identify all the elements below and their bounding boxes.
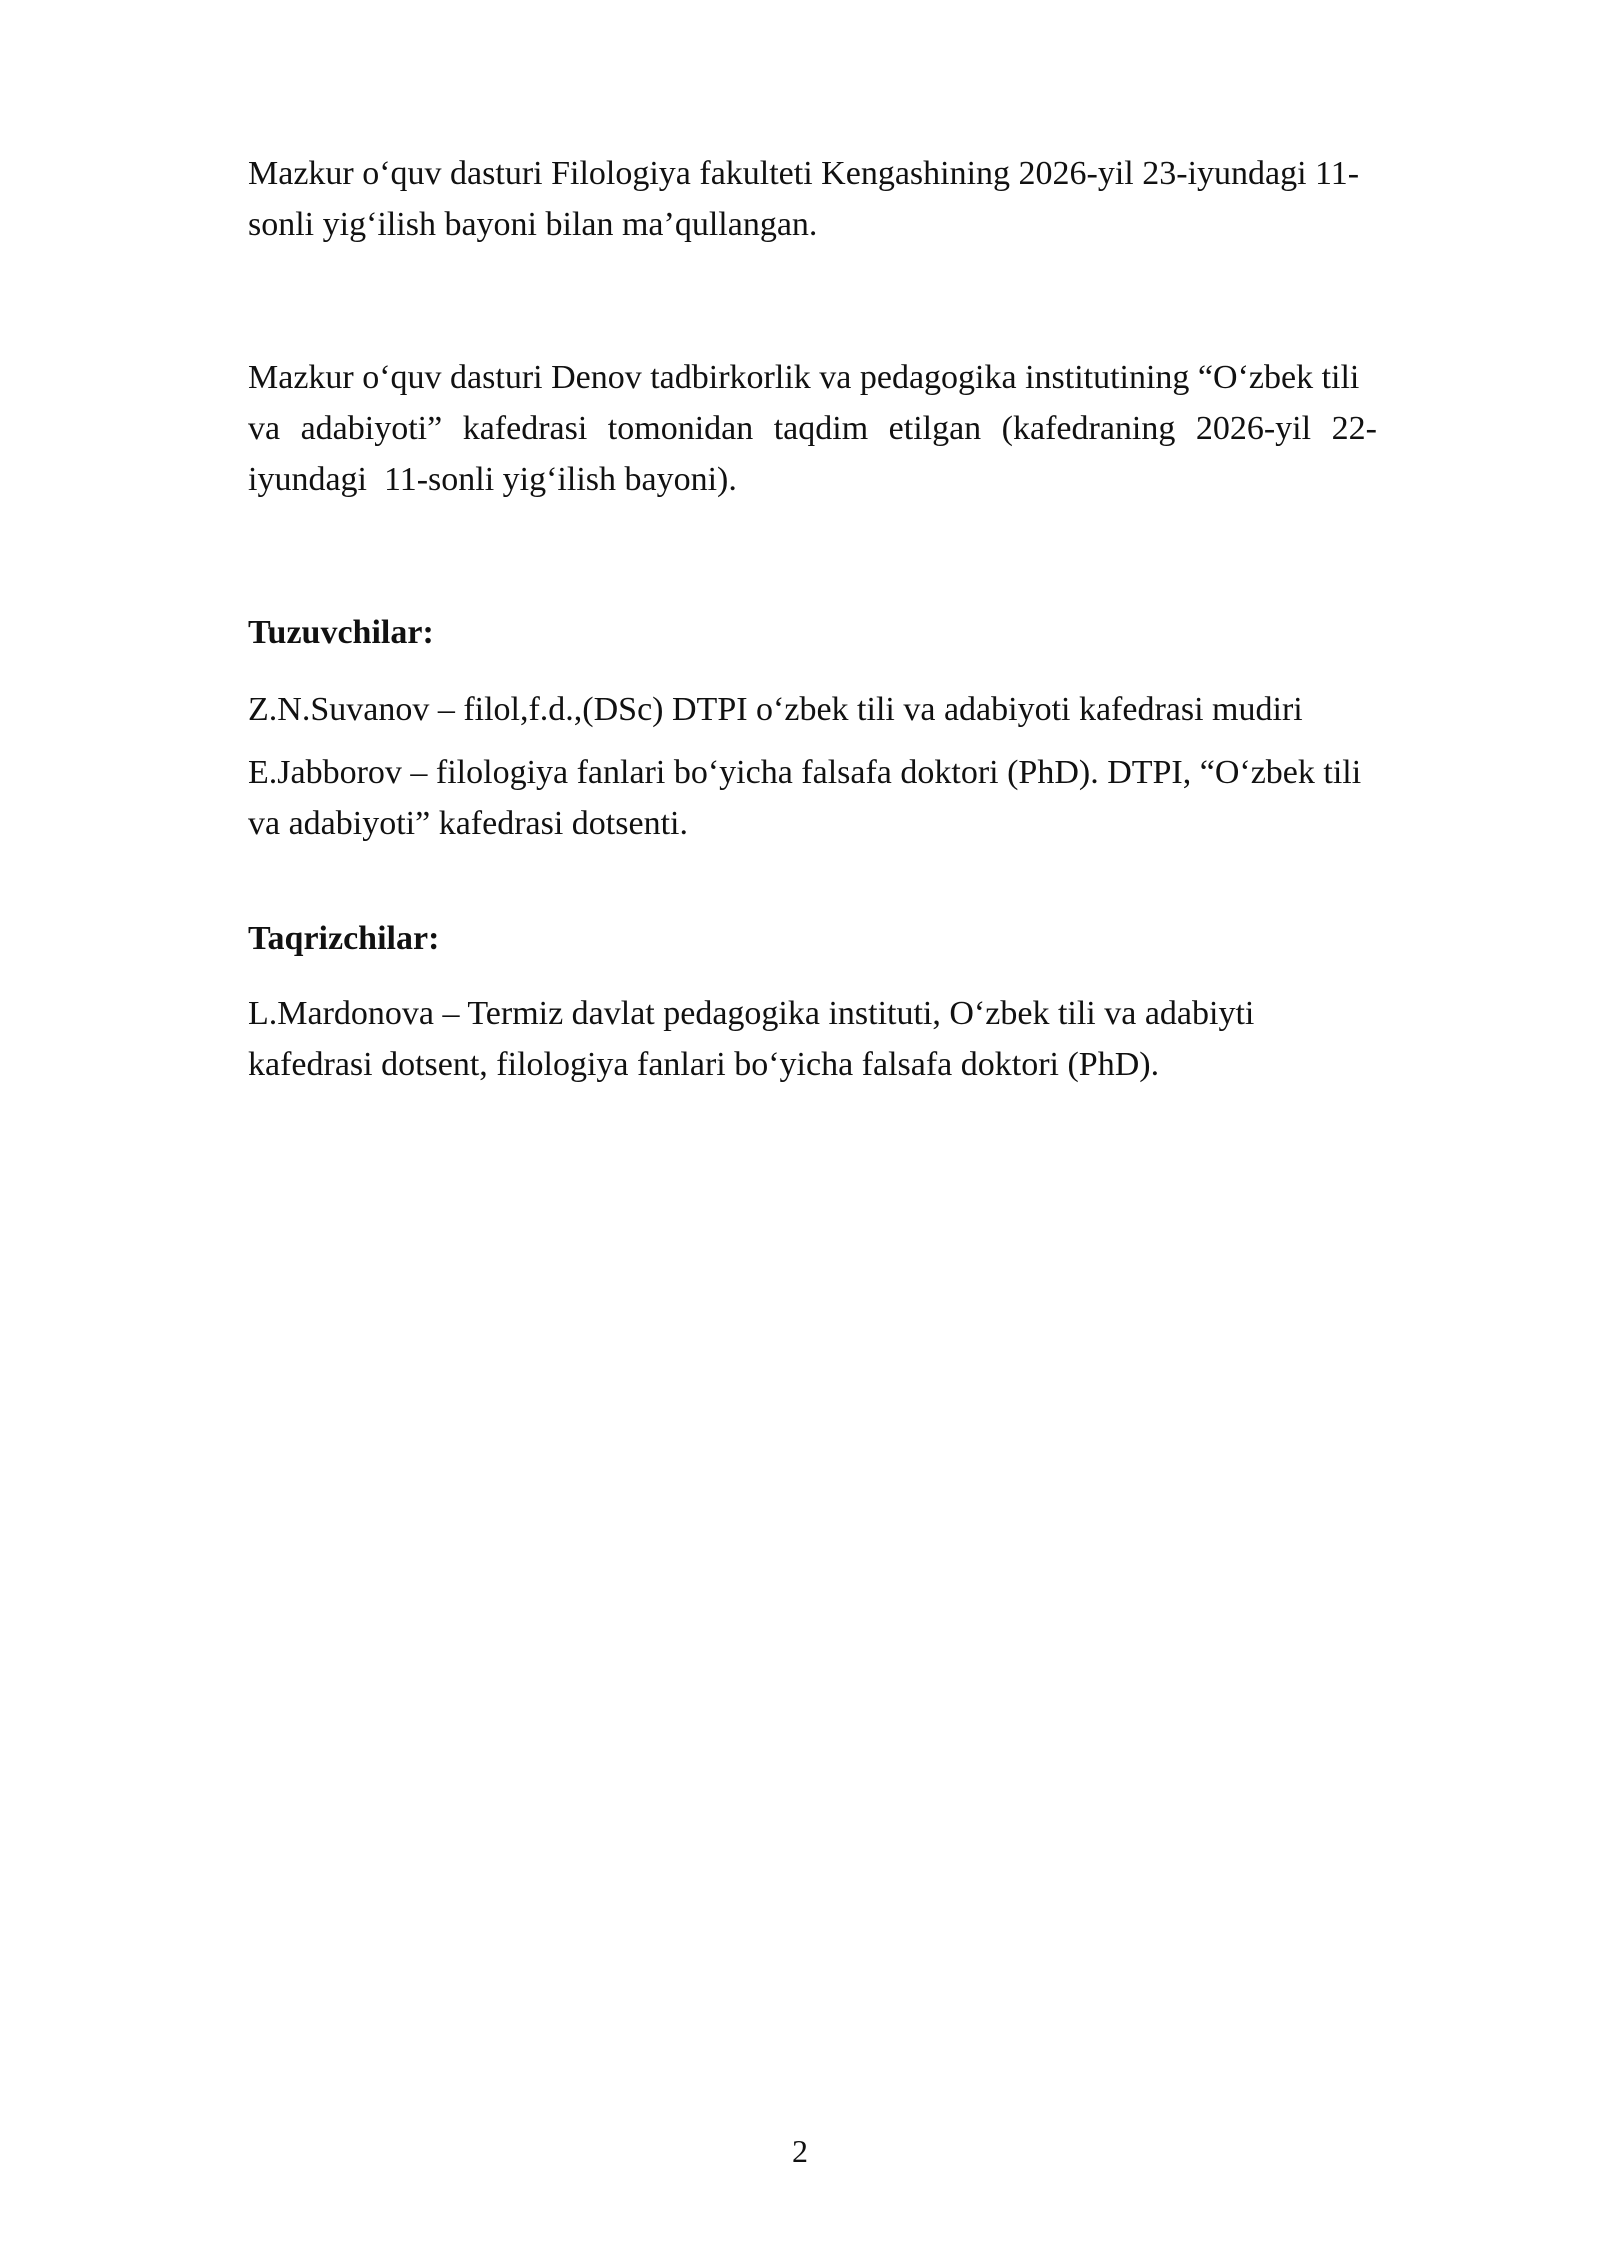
author-entry-line: E.Jabborov – filologiya fanlari bo‘yicha falsafa doktori (PhD). DTPI, “O‘zbek tili <box>248 754 1362 791</box>
author-entry <box>248 684 1488 735</box>
reviewers-heading: Taqrizchilar: <box>248 920 440 957</box>
approval-paragraph-line: Mazkur o‘quv dasturi Filologiya fakulteti Kengashining 2026-yil 23-iyundagi 11- <box>248 155 1360 192</box>
author-entry <box>248 747 1488 849</box>
author-entry-line: Z.N.Suvanov – filol,f.d.,(DSc) DTPI o‘zbek tili va adabiyoti kafedrasi mudiri <box>248 691 1303 728</box>
reviewer-entry-line: L.Mardonova – Termiz davlat pedagogika instituti, O‘zbek tili va adabiyti <box>248 995 1255 1032</box>
department-paragraph-line: Mazkur o‘quv dasturi Denov tadbirkorlik va pedagogika institutining “O‘zbek tili <box>248 359 1360 396</box>
reviewer-entry <box>248 988 1488 1090</box>
authors-heading: Tuzuvchilar: <box>248 614 434 651</box>
approval-paragraph-line: sonli yig‘ilish bayoni bilan ma’qullangan. <box>248 206 818 243</box>
department-paragraph <box>248 352 1488 505</box>
reviewer-entry-line: kafedrasi dotsent, filologiya fanlari bo‘yicha falsafa doktori (PhD). <box>248 1046 1160 1083</box>
page-number: 2 <box>792 2133 808 2169</box>
department-paragraph-line: iyundagi 11-sonli yig‘ilish bayoni). <box>248 461 737 498</box>
approval-paragraph <box>248 148 1488 250</box>
department-paragraph-line: va adabiyoti” kafedrasi tomonidan taqdim etilgan (kafedraning 2026-yil 22- <box>248 410 1377 447</box>
author-entry-line: va adabiyoti” kafedrasi dotsenti. <box>248 805 688 842</box>
